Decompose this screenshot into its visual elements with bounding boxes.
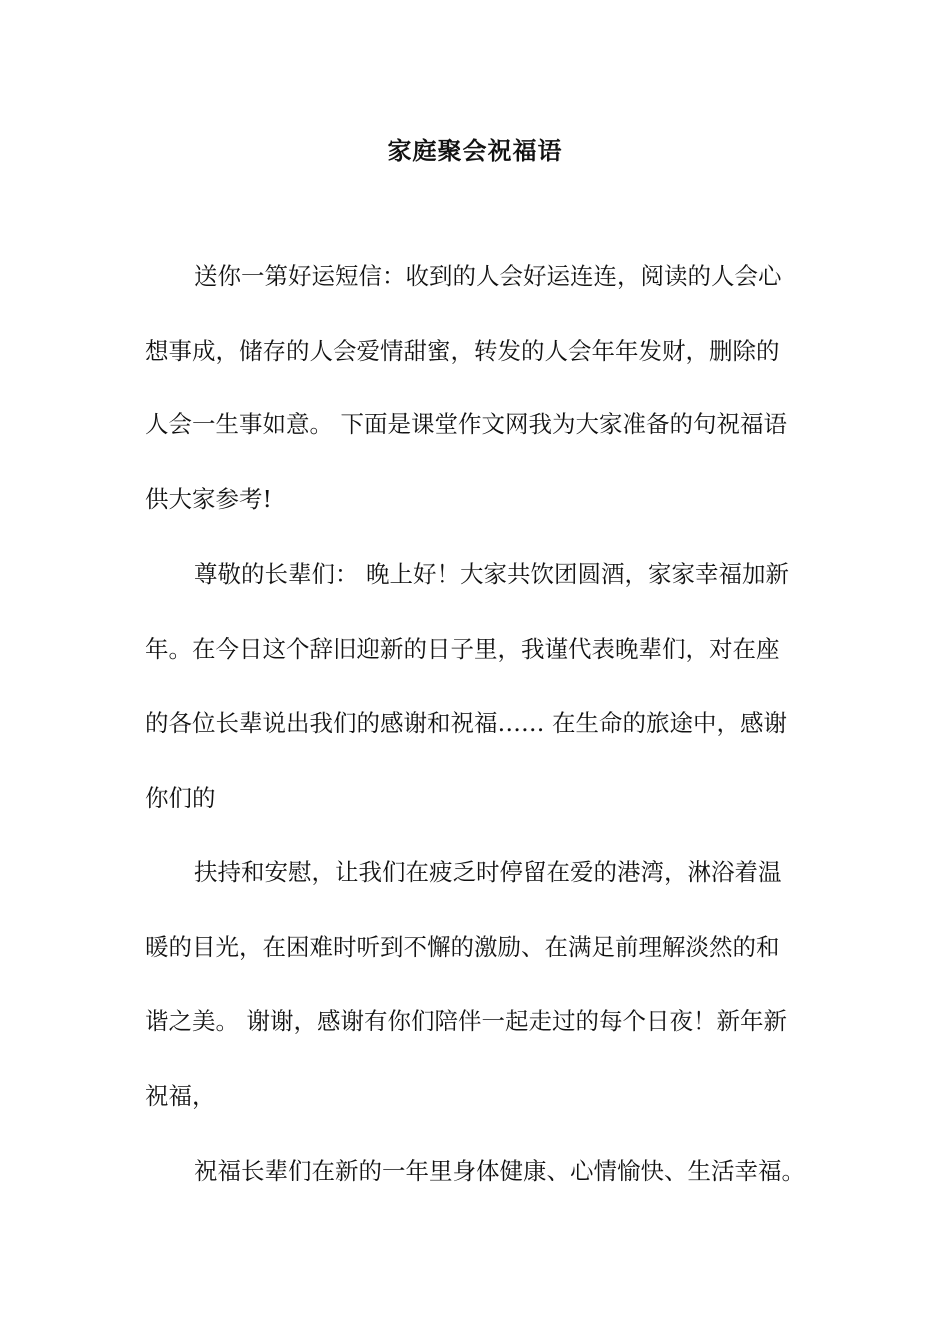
text-line: 祝福， — [145, 1082, 216, 1110]
text-line: 年。在今日这个辞旧迎新的日子里，我谨代表晚辈们，对在座 — [145, 635, 780, 663]
text-line: 尊敬的长辈们： 晚上好！大家共饮团圆酒，家家幸福加新 — [194, 560, 789, 588]
text-line: 扶持和安慰，让我们在疲乏时停留在爱的港湾，淋浴着温 — [194, 858, 782, 886]
text-line: 的各位长辈说出我们的感谢和祝福…… 在生命的旅途中，感谢 — [145, 709, 787, 737]
text-line: 谐之美。 谢谢，感谢有你们陪伴一起走过的每个日夜！新年新 — [145, 1007, 787, 1035]
document-title: 家庭聚会祝福语 — [387, 136, 563, 165]
text-line: 你们的 — [145, 784, 216, 812]
text-line: 想事成，储存的人会爱情甜蜜，转发的人会年年发财，删除的 — [145, 337, 780, 365]
text-line: 祝福长辈们在新的一年里身体健康、心情愉快、生活幸福。 — [194, 1157, 805, 1185]
text-line: 人会一生事如意。 下面是课堂作文网我为大家准备的句祝福语 — [145, 410, 787, 438]
text-line: 暖的目光，在困难时听到不懈的激励、在满足前理解淡然的和 — [145, 933, 780, 961]
text-line: 送你一第好运短信：收到的人会好运连连，阅读的人会心 — [194, 262, 782, 290]
text-line: 供大家参考! — [145, 485, 272, 513]
